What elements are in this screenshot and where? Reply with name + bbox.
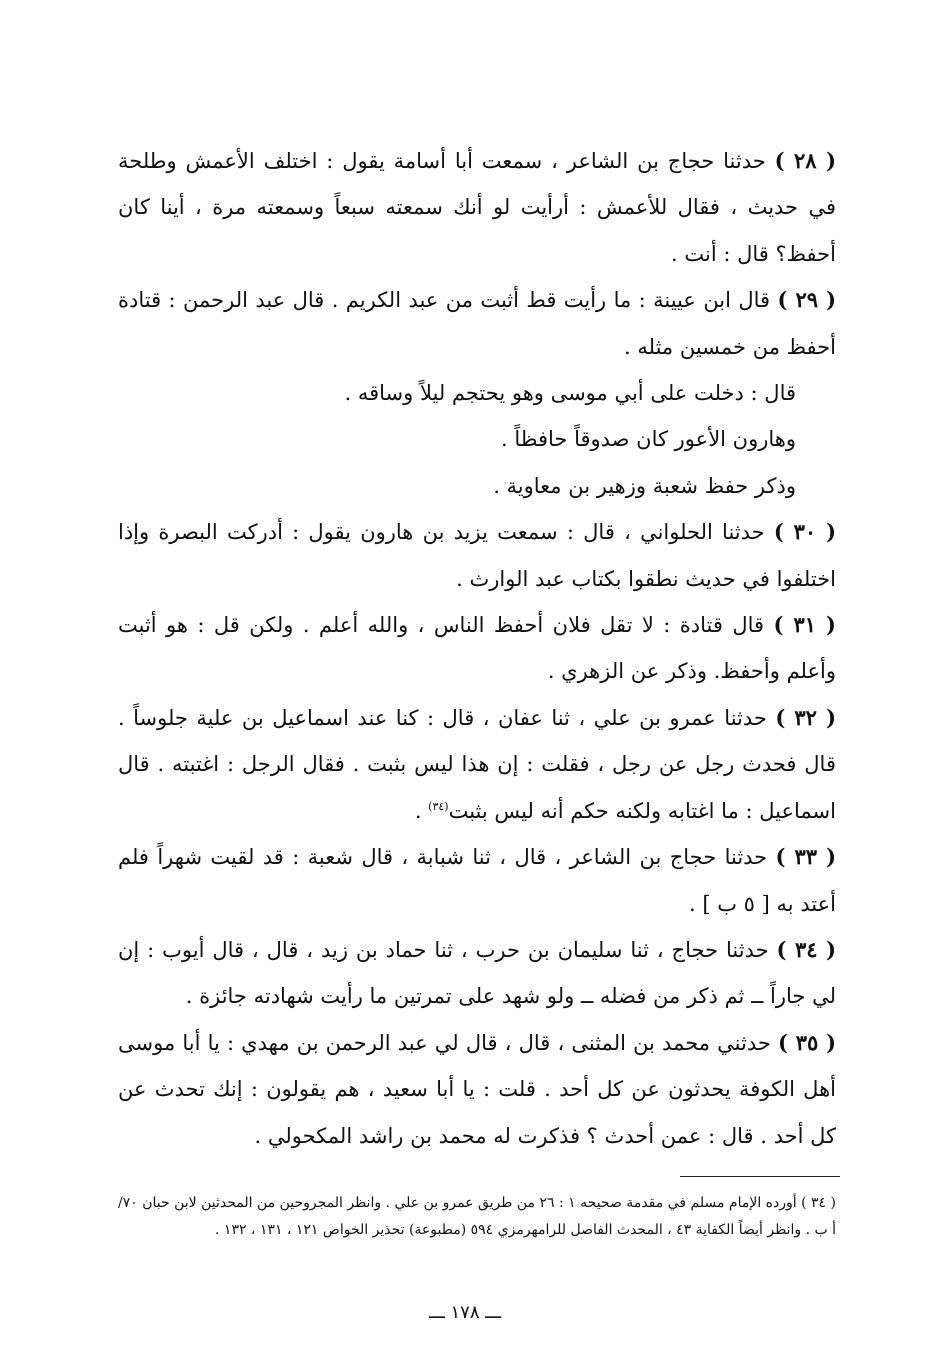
paragraph-text: قال ابن عيينة : ما رأيت قط أثبت من عبد الكريم . قال عبد الرحمن : قتادة أحفظ من خمسين مثله . <box>118 288 836 359</box>
paragraph-text: قال : دخلت على أبي موسى وهو يحتجم ليلاً وساقه . <box>344 381 796 406</box>
page-number: ـــ ١٧٨ ـــ <box>428 1302 502 1323</box>
paragraph-note-2 <box>118 416 836 462</box>
paragraph-28 <box>118 138 836 277</box>
paragraph-number: ( ٣٥ ) <box>778 1029 836 1055</box>
footnote-divider <box>680 1176 840 1177</box>
paragraph-text: حدثنا الحلواني ، قال : سمعت يزيد بن هارون يقول : أدركت البصرة وإذا اختلفوا في حديث نطقوا بكتاب عبد الوارث . <box>118 520 836 591</box>
paragraph-35 <box>118 1020 836 1159</box>
footnote-reference[interactable]: (٣٤) <box>428 799 449 813</box>
paragraph-number: ( ٣١ ) <box>773 612 836 638</box>
paragraph-number: ( ٢٩ ) <box>777 287 837 313</box>
paragraph-text: وهارون الأعور كان صدوقاً حافظاً . <box>501 427 796 452</box>
paragraph-note-1 <box>118 370 836 416</box>
paragraph-text: وذكر حفظ شعبة وزهير بن معاوية . <box>493 473 796 498</box>
paragraph-number: ( ٢٨ ) <box>774 148 837 173</box>
paragraph-number: ( ٣٤ ) <box>776 936 837 962</box>
paragraph-29 <box>118 277 836 370</box>
paragraph-text: حدثنا حجاج بن الشاعر ، سمعت أبا أسامة يقول : اختلف الأعمش وطلحة في حديث ، فقال للأعمش : أرأيت لو أنك سمعته سبعاً وسمعته مرة ، أينا كان أحفظ؟ قال : أنت . <box>118 149 836 266</box>
paragraph-31 <box>118 602 836 695</box>
paragraph-33 <box>118 834 836 927</box>
paragraph-number: ( ٣٣ ) <box>775 844 837 870</box>
footnote: ( ٣٤ ) أورده الإمام مسلم في مقدمة صحيحه ١ : ٢٦ من طريق عمرو بن علي . وانظر المجروحين من المحدثين لابن حبان ٧٠/أ ب . وانظر أيضاً الكفاية ٤٣ ، المحدث الفاصل للرامهرمزي ٥٩٤ (مطبوعة) تحذير الخواص ١٢١ ، ١٣١ ، ١٣٢ . <box>118 1195 836 1238</box>
paragraph-number: ( ٣٠ ) <box>773 519 837 545</box>
paragraph-tail: . <box>414 798 429 823</box>
main-text <box>118 138 836 1159</box>
paragraph-text: حدثني محمد بن المثنى ، قال ، قال لي عبد الرحمن بن مهدي : يا أبا موسى أهل الكوفة يحدثون عن كل أحد . قلت : يا أبا سعيد ، هم يقولون : إنك تحدث عن كل أحد . قال : عمن أحدث ؟ فذكرت له محمد بن راشد المكحولي . <box>118 1030 836 1148</box>
paragraph-text: حدثنا عمرو بن علي ، ثنا عفان ، قال : كنا عند اسماعيل بن علية جلوساً . قال فحدث رجل عن رجل ، فقلت : إن هذا ليس بثبت . فقال الرجل : اغتبته . قال اسماعيل : ما اغتابه ولكنه حكم أنه ليس بثبت <box>118 705 836 823</box>
paragraph-number: ( ٣٢ ) <box>775 704 837 730</box>
paragraph-30 <box>118 509 836 602</box>
paragraph-32 <box>118 695 836 834</box>
paragraph-text: قال قتادة : لا تقل فلان أحفظ الناس ، والله أعلم . ولكن قل : هو أثبت وأعلم وأحفظ. وذكر عن الزهري . <box>118 613 836 684</box>
paragraph-text: حدثنا حجاج ، ثنا سليمان بن حرب ، ثنا حماد بن زيد ، قال ، قال أيوب : إن لي جاراً ــ ثم ذكر من فضله ــ ولو شهد على تمرتين ما رأيت شهادته جائزة . <box>118 937 836 1009</box>
paragraph-text: حدثنا حجاج بن الشاعر ، قال ، ثنا شبابة ، قال شعبة : قد لقيت شهراً فلم أعتد به [ ٥ ب ] . <box>118 845 836 916</box>
paragraph-34 <box>118 927 836 1020</box>
paragraph-note-3 <box>118 463 836 509</box>
